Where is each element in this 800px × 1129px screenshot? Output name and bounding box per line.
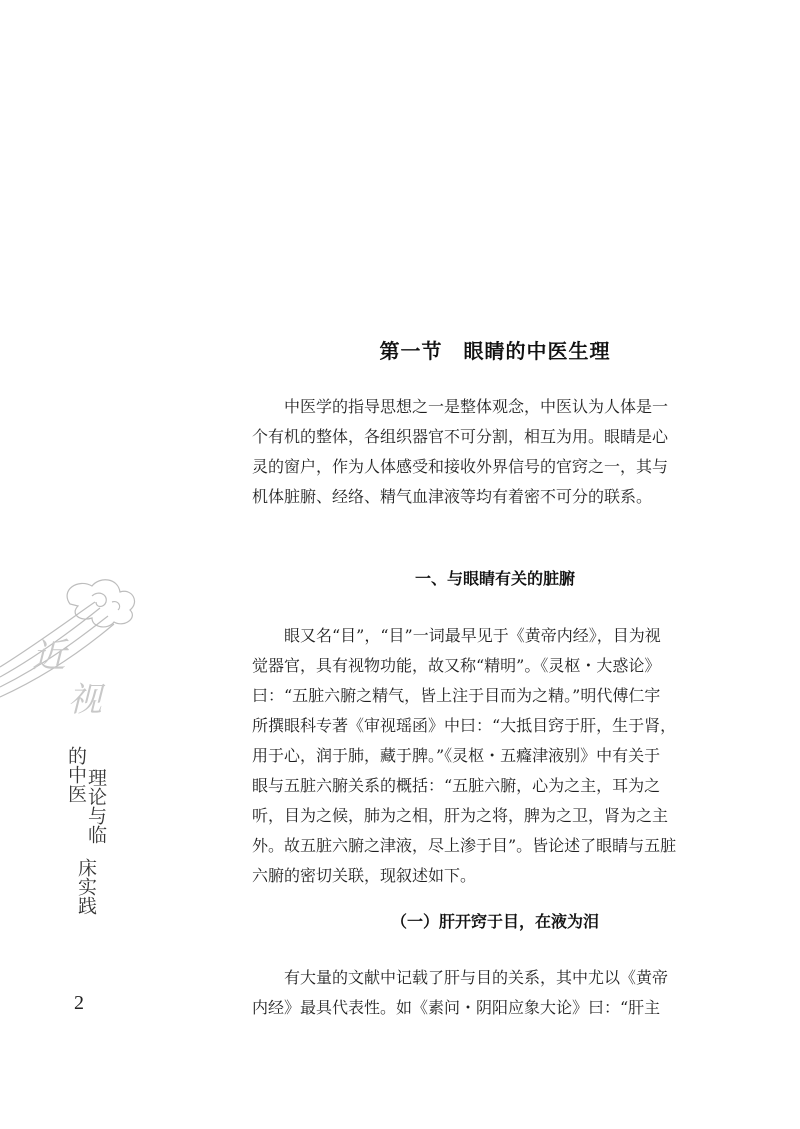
text-line: 中医学的指导思想之一是整体观念，中医认为人体是一 <box>284 397 669 416</box>
side-title-char: 近 <box>32 636 66 676</box>
text-line: 用于心，润于肺，藏于脾。”《灵枢・五癃津液别》中有关于 <box>252 746 661 765</box>
page-number: 2 <box>74 992 84 1014</box>
side-subtitle-column: 的中医 <box>65 746 87 803</box>
text-line: 有大量的文献中记载了肝与目的关系，其中尤以《黄帝 <box>284 968 669 987</box>
intro-paragraph <box>252 392 738 512</box>
text-line: 曰：“五脏六腑之精气，皆上注于目而为之精。”明代傅仁宇 <box>252 686 661 705</box>
text-line: 灵的窗户，作为人体感受和接收外界信号的官窍之一，其与 <box>252 457 669 476</box>
text-line: 所撰眼科专著《审视瑶函》中曰：“大抵目窍于肝，生于肾， <box>252 716 677 735</box>
side-title-char: 视 <box>68 680 102 720</box>
text-line: 个有机的整体，各组织器官不可分割，相互为用。眼睛是心 <box>252 427 669 446</box>
side-title-decoration <box>0 572 250 952</box>
text-line: 听，目为之候，肺为之相，肝为之将，脾为之卫，肾为之主 <box>252 806 669 825</box>
sub-subsection-title: （一）肝开窍于目，在液为泪 <box>390 912 599 931</box>
text-line: 眼与五脏六腑关系的概括：“五脏六腑，心为之主，耳为之 <box>252 776 661 795</box>
text-line: 机体脏腑、经络、精气血津液等均有着密不可分的联系。 <box>252 487 653 506</box>
text-line: 眼又名“目”，“目”一词最早见于《黄帝内经》，目为视 <box>284 626 661 645</box>
section-title: 第一节 眼睛的中医生理 <box>379 339 611 363</box>
text-line: 外。故五脏六腑之津液，尽上渗于目”。皆论述了眼睛与五脏 <box>252 836 677 855</box>
subsection-title: 一、与眼睛有关的脏腑 <box>414 569 575 588</box>
text-line: 内经》最具代表性。如《素问・阴阳应象大论》曰：“肝主 <box>252 998 661 1017</box>
body-paragraph <box>252 621 738 891</box>
text-line: 觉器官，具有视物功能，故又称“精明”。《灵枢・大惑论》 <box>252 656 661 675</box>
last-paragraph <box>252 963 738 1023</box>
text-line: 六腑的密切关联，现叙述如下。 <box>252 866 477 885</box>
side-subtitle-column: 理论与临 <box>85 768 107 844</box>
side-subtitle-column: 床实践 <box>75 858 97 915</box>
